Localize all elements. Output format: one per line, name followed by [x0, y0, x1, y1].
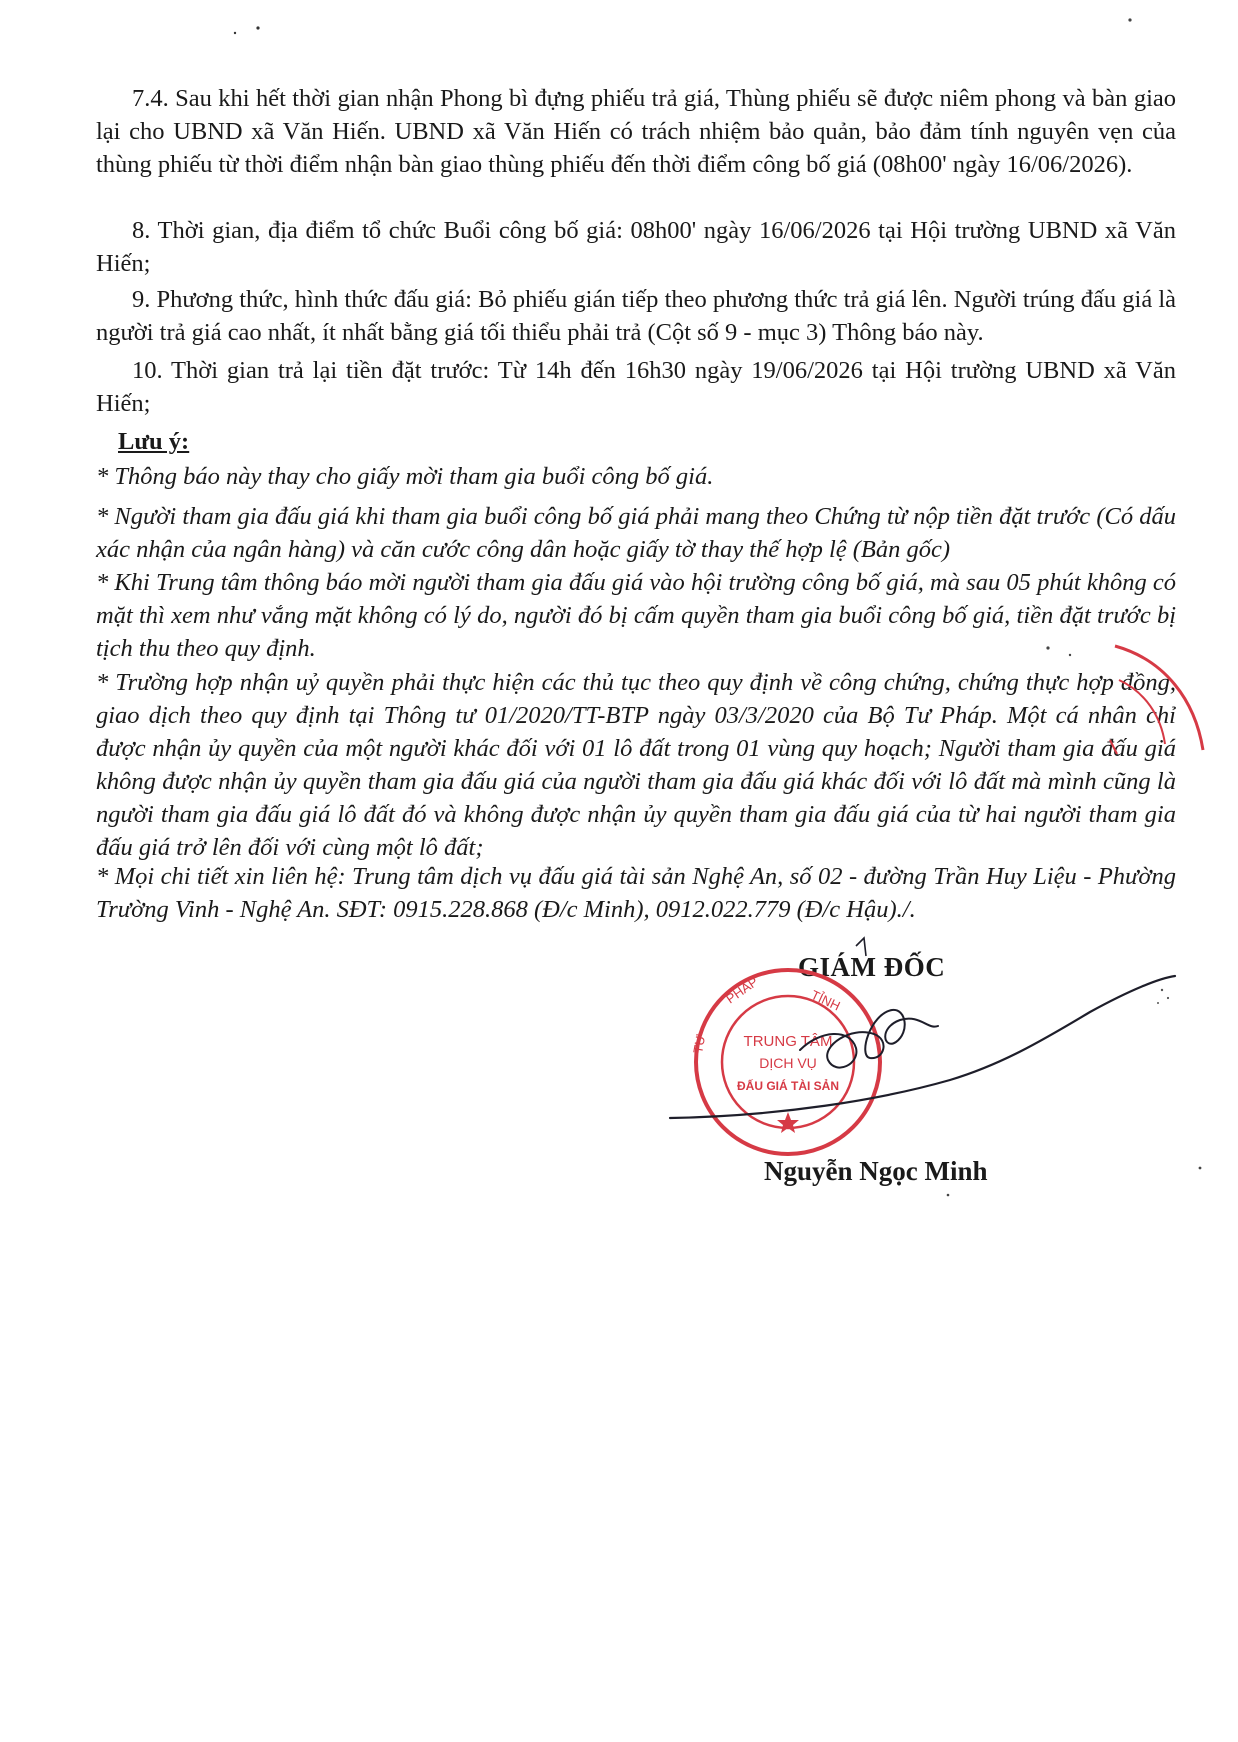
- stamp-line-1: TRUNG TÂM: [743, 1033, 833, 1050]
- section-8-paragraph: 8. Thời gian, địa điểm tổ chức Buổi công bố giá: 08h00' ngày 16/06/2026 tại Hội trường UBND xã Văn Hiến;: [96, 217, 1176, 277]
- stamp-line-2: DỊCH VỤ: [759, 1055, 817, 1071]
- handwritten-signature: [660, 930, 1180, 1130]
- partial-stamp-edge: [1105, 640, 1238, 820]
- stamp-top-text-2: TỈNH: [808, 987, 843, 1014]
- note-documents: * Người tham gia đấu giá khi tham gia buổi công bố giá phải mang theo Chứng từ nộp tiền đặt trước (Có dấu xác nhận của ngân hàng) và căn cước công dân hoặc giấy tờ thay thế hợp lệ (Bản gốc): [96, 503, 1176, 563]
- note-invitation: * Thông báo này thay cho giấy mời tham gia buổi công bố giá.: [96, 463, 714, 490]
- signature-title: GIÁM ĐỐC: [798, 952, 946, 982]
- note-absence: * Khi Trung tâm thông báo mời người tham gia đấu giá vào hội trường công bố giá, mà sau 05 phút không có mặt thì xem như vắng mặt không có lý do, người đó bị cấm quyền tham gia buổi công bố giá, tiền đặt trước bị tịch thu theo quy định.: [96, 569, 1176, 662]
- note-authorization: * Trường hợp nhận uỷ quyền phải thực hiện các thủ tục theo quy định về công chứng, chứng thực hợp đồng, giao dịch theo quy định tại Thông tư 01/2020/TT-BTP ngày 03/3/2020 của Bộ Tư Pháp. Một cá nhân chỉ được nhận ủy quyền của một người khác đối với 01 lô đất trong 01 vùng quy hoạch; Người tham gia đấu giá không được nhận ủy quyền tham gia đấu giá của người tham gia đấu giá khác đối với lô đất mà mình cũng là người tham gia đấu giá lô đất đó và không được nhận ủy quyền tham gia đấu giá của từ hai người tham gia đấu giá trở lên đối với cùng một lô đất;: [96, 669, 1176, 861]
- section-10-paragraph: 10. Thời gian trả lại tiền đặt trước: Từ 14h đến 16h30 ngày 19/06/2026 tại Hội trường UBND xã Văn Hiến;: [96, 357, 1176, 417]
- section-9-paragraph: 9. Phương thức, hình thức đấu giá: Bỏ phiếu gián tiếp theo phương thức trả giá lên. Người trúng đấu giá là người trả giá cao nhất, ít nhất bằng giá tối thiểu phải trả (Cột số 9 - mục 3) Thông báo này.: [96, 286, 1176, 346]
- note-contact: * Mọi chi tiết xin liên hệ: Trung tâm dịch vụ đấu giá tài sản Nghệ An, số 02 - đường Trần Huy Liệu - Phường Trường Vinh - Nghệ An. SĐT: 0915.228.868 (Đ/c Minh), 0912.022.779 (Đ/c Hậu)./.: [96, 863, 1176, 923]
- notes-heading: Lưu ý:: [118, 428, 190, 455]
- stamp-left-text: TƯ: [690, 1033, 709, 1055]
- section-7-4-paragraph: 7.4. Sau khi hết thời gian nhận Phong bì đựng phiếu trả giá, Thùng phiếu sẽ được niêm phong và bàn giao lại cho UBND xã Văn Hiến. UBND xã Văn Hiến có trách nhiệm bảo quản, bảo đảm tính nguyên vẹn của thùng phiếu từ thời điểm nhận bàn giao thùng phiếu đến thời điểm công bố giá (08h00' ngày 16/06/2026).: [96, 85, 1176, 178]
- signatory-name: Nguyễn Ngọc Minh: [764, 1156, 988, 1186]
- stamp-line-3: ĐẤU GIÁ TÀI SẢN: [737, 1079, 839, 1093]
- stamp-top-text: PHÁP: [723, 973, 761, 1007]
